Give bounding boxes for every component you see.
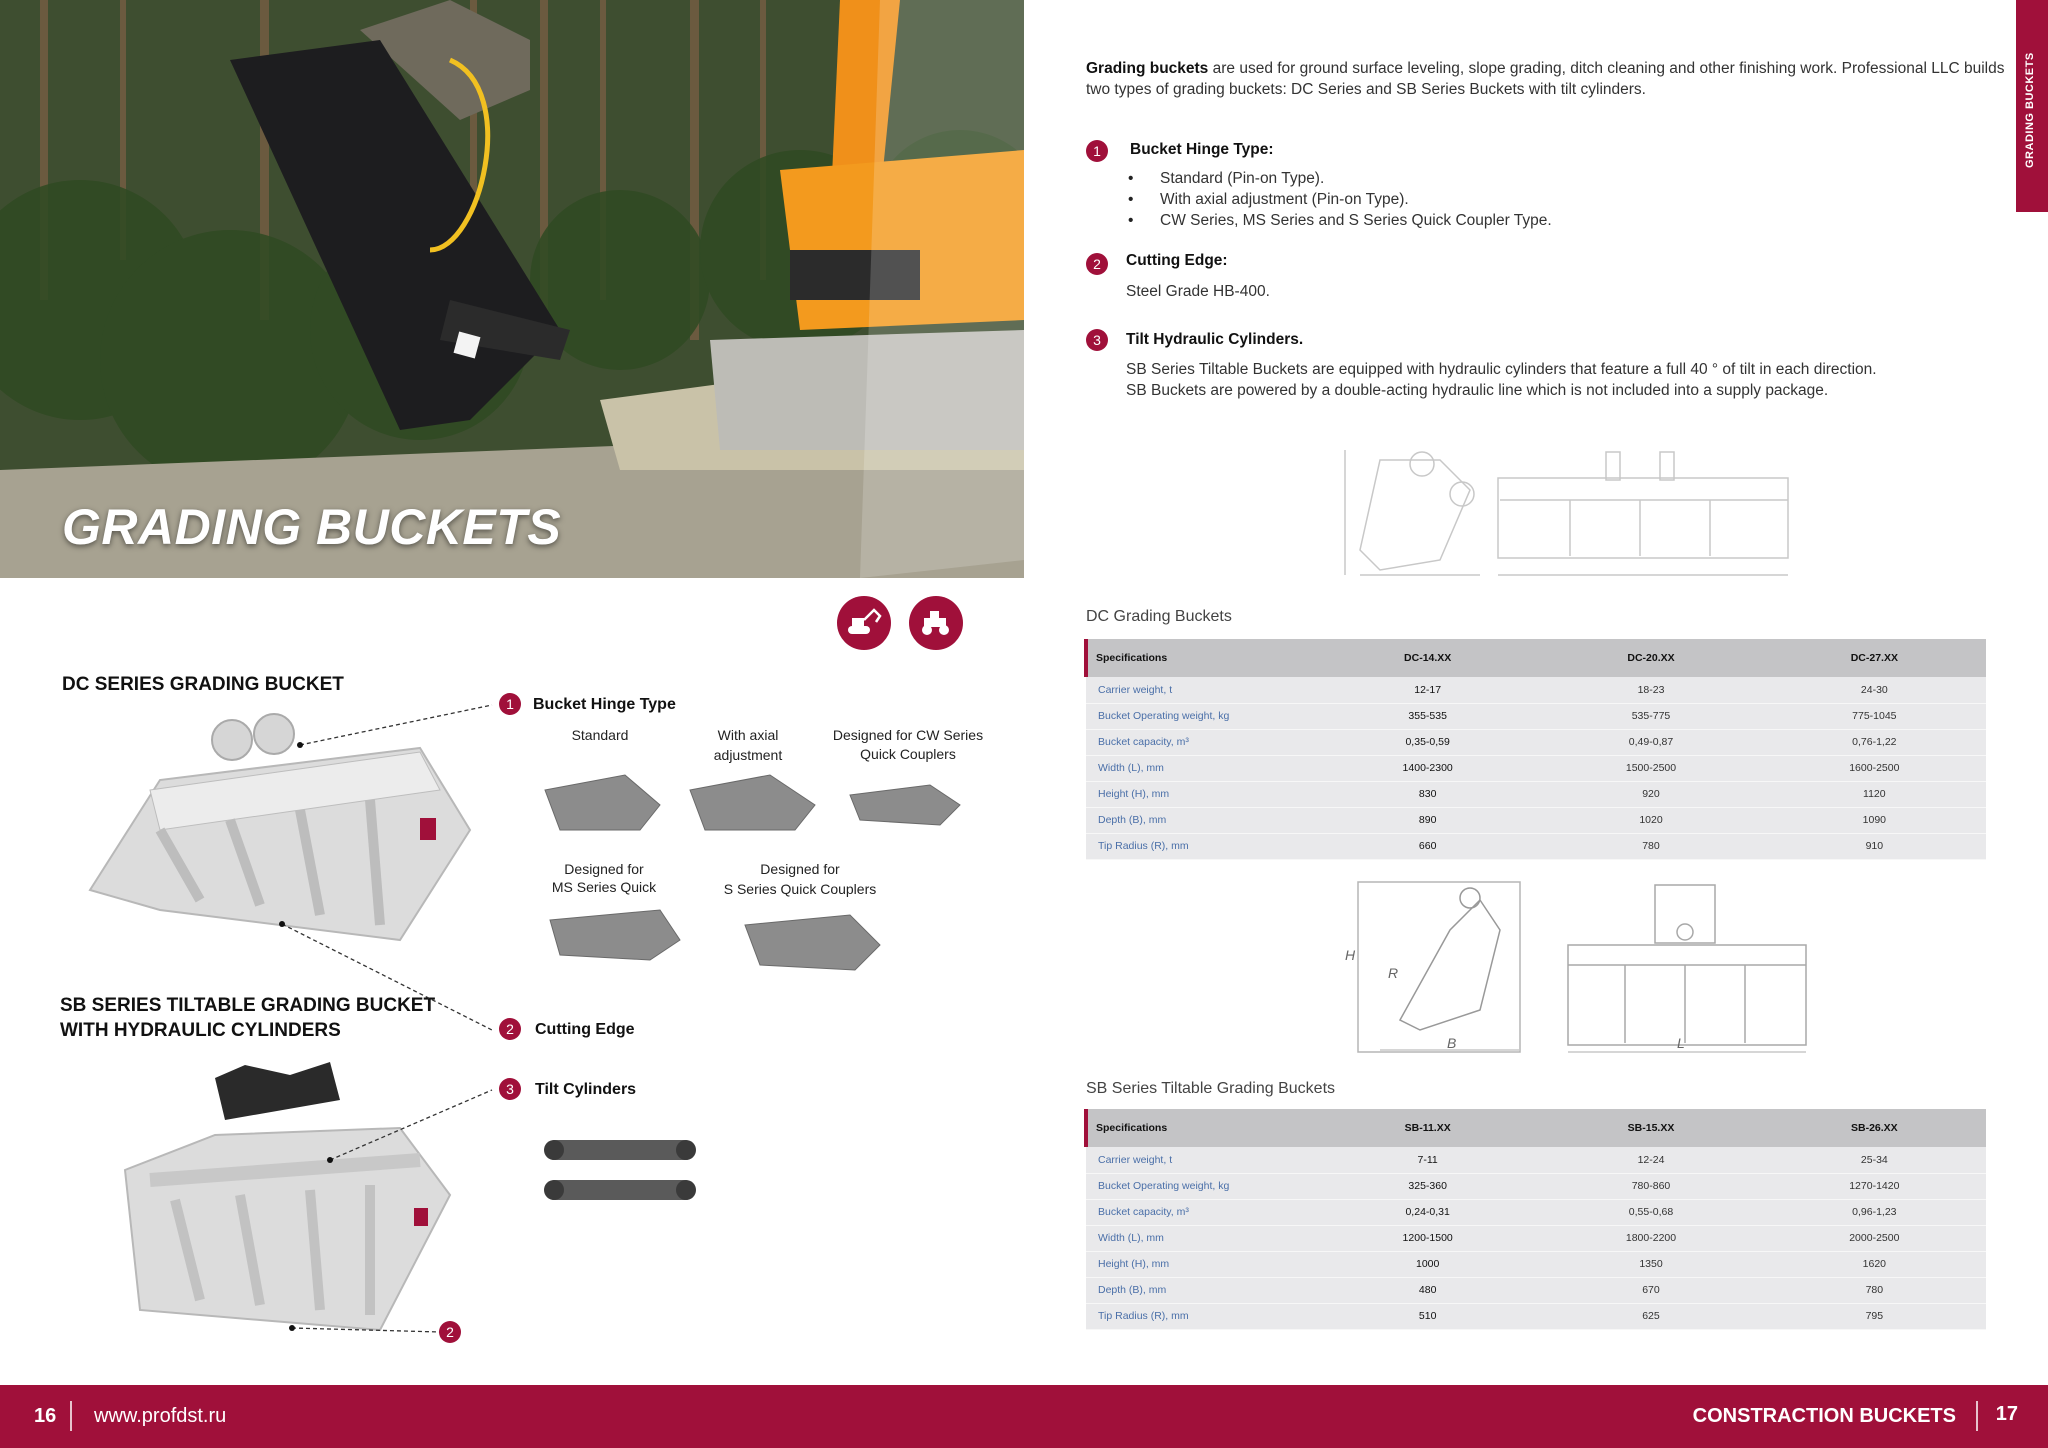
list-item: • Standard (Pin-on Type). xyxy=(1128,168,1552,189)
sb-edge-badge: 2 xyxy=(439,1321,461,1343)
sb-series-title-line2: WITH HYDRAULIC CYLINDERS xyxy=(60,1020,341,1041)
table-cell: 7-11 xyxy=(1316,1147,1539,1173)
sb-spec-table xyxy=(1084,1109,1986,1330)
table-cell: 355-535 xyxy=(1316,703,1539,729)
drawing-label-l: L xyxy=(1677,1035,1685,1051)
table-cell: 920 xyxy=(1539,781,1762,807)
table-cell: Bucket capacity, m³ xyxy=(1086,729,1316,755)
table-row xyxy=(1086,755,1986,781)
dc-spec-table xyxy=(1084,639,1986,860)
table-cell: Tip Radius (R), mm xyxy=(1086,1303,1316,1329)
dc-series-title: DC SERIES GRADING BUCKET xyxy=(62,674,344,695)
hinge-cw-label-1: Designed for CW Series xyxy=(832,727,984,743)
dc-table-caption: DC Grading Buckets xyxy=(1086,608,1232,625)
intro-bold: Grading buckets xyxy=(1086,60,1209,77)
table-cell: 0,55-0,68 xyxy=(1539,1199,1762,1225)
table-cell: 0,76-1,22 xyxy=(1763,729,1986,755)
table-cell: 1500-2500 xyxy=(1539,755,1762,781)
table-cell: 890 xyxy=(1316,807,1539,833)
hinge-s-label-2: S Series Quick Couplers xyxy=(723,881,877,897)
table-header: Specifications xyxy=(1086,1109,1316,1147)
table-row xyxy=(1086,1199,1986,1225)
table-cell: 1090 xyxy=(1763,807,1986,833)
table-cell: 1270-1420 xyxy=(1763,1173,1986,1199)
website-link[interactable]: www.profdst.ru xyxy=(94,1405,227,1427)
table-cell: 1120 xyxy=(1763,781,1986,807)
table-cell: 2000-2500 xyxy=(1763,1225,1986,1251)
table-cell: 1200-1500 xyxy=(1316,1225,1539,1251)
callout-badge-2: 2 xyxy=(499,1018,521,1040)
table-cell: Width (L), mm xyxy=(1086,755,1316,781)
table-cell: 1620 xyxy=(1763,1251,1986,1277)
table-cell: 670 xyxy=(1539,1277,1762,1303)
section-badge-1: 1 xyxy=(1086,140,1108,162)
table-cell: Bucket Operating weight, kg xyxy=(1086,1173,1316,1199)
table-cell: 0,96-1,23 xyxy=(1763,1199,1986,1225)
table-cell: 1600-2500 xyxy=(1763,755,1986,781)
callout-tilt-cylinders: Tilt Cylinders xyxy=(535,1081,637,1098)
sb-bucket-illustration xyxy=(125,1062,450,1330)
table-cell: 660 xyxy=(1316,833,1539,859)
tilt-cylinders-image xyxy=(544,1140,696,1200)
table-row xyxy=(1086,729,1986,755)
table-cell: 325-360 xyxy=(1316,1173,1539,1199)
side-section-tab xyxy=(2016,0,2048,212)
table-row xyxy=(1086,833,1986,859)
table-row xyxy=(1086,1225,1986,1251)
table-row xyxy=(1086,703,1986,729)
intro-text: are used for ground surface leveling, slope grading, ditch cleaning and other finishing work. Professional LLC builds two types of grading buckets: DC Series and SB Series Buckets with tilt cylinders. xyxy=(1086,60,2005,98)
table-cell: 535-775 xyxy=(1539,703,1762,729)
table-header: DC-27.XX xyxy=(1763,639,1986,677)
table-cell: 0,35-0,59 xyxy=(1316,729,1539,755)
table-cell: 0,24-0,31 xyxy=(1316,1199,1539,1225)
table-header: DC-20.XX xyxy=(1539,639,1762,677)
footer-section-title: CONSTRACTION BUCKETS xyxy=(1692,1405,1956,1427)
hinge-ms-label-1: Designed for xyxy=(564,861,644,877)
sb-series-title-line1: SB SERIES TILTABLE GRADING BUCKET xyxy=(60,995,436,1016)
drawing-label-b: B xyxy=(1447,1035,1457,1051)
table-row xyxy=(1086,781,1986,807)
table-cell: 18-23 xyxy=(1539,677,1762,703)
table-cell: 24-30 xyxy=(1763,677,1986,703)
section-badge-2: 2 xyxy=(1086,253,1108,275)
table-header: DC-14.XX xyxy=(1316,639,1539,677)
hinge-axial-label-1: With axial xyxy=(717,727,779,743)
drawing-label-r: R xyxy=(1388,965,1399,981)
table-row xyxy=(1086,1147,1986,1173)
table-cell: Bucket capacity, m³ xyxy=(1086,1199,1316,1225)
table-cell: 795 xyxy=(1763,1303,1986,1329)
hinge-standard-label: Standard xyxy=(571,727,629,743)
table-row xyxy=(1086,1173,1986,1199)
table-cell: 780 xyxy=(1763,1277,1986,1303)
sb-table-caption: SB Series Tiltable Grading Buckets xyxy=(1086,1080,1336,1097)
table-cell: 1000 xyxy=(1316,1251,1539,1277)
drawing-label-h: H xyxy=(1345,947,1356,963)
table-cell: 12-24 xyxy=(1539,1147,1762,1173)
table-row xyxy=(1086,1303,1986,1329)
table-cell: 1350 xyxy=(1539,1251,1762,1277)
page-number-left: 16 xyxy=(34,1405,57,1427)
hinge-cw-label-2: Quick Couplers xyxy=(860,746,956,762)
hinge-ms-label-2: MS Series Quick xyxy=(551,879,657,895)
section-hinge-title: Bucket Hinge Type: xyxy=(1130,141,1274,158)
table-row xyxy=(1086,1251,1986,1277)
table-cell: Width (L), mm xyxy=(1086,1225,1316,1251)
callout-cutting-edge: Cutting Edge xyxy=(535,1021,635,1038)
table-row xyxy=(1086,1277,1986,1303)
table-header: SB-15.XX xyxy=(1539,1109,1762,1147)
page-footer xyxy=(0,1385,2048,1448)
table-cell: 910 xyxy=(1763,833,1986,859)
section-cylinders-text-1: SB Series Tiltable Buckets are equipped with hydraulic cylinders that feature a full 40 ° of tilt in each direction. xyxy=(1126,361,1877,378)
table-cell: Tip Radius (R), mm xyxy=(1086,833,1316,859)
table-cell: 775-1045 xyxy=(1763,703,1986,729)
table-cell: 12-17 xyxy=(1316,677,1539,703)
table-header: SB-26.XX xyxy=(1763,1109,1986,1147)
table-cell: 1020 xyxy=(1539,807,1762,833)
table-cell: 0,49-0,87 xyxy=(1539,729,1762,755)
table-cell: Depth (B), mm xyxy=(1086,807,1316,833)
list-item: • With axial adjustment (Pin-on Type). xyxy=(1128,189,1552,210)
table-header-row xyxy=(1086,1109,1986,1147)
page-number-right: 17 xyxy=(1995,1403,2018,1425)
table-cell: Depth (B), mm xyxy=(1086,1277,1316,1303)
table-cell: 1400-2300 xyxy=(1316,755,1539,781)
table-cell: 780-860 xyxy=(1539,1173,1762,1199)
table-cell: Bucket Operating weight, kg xyxy=(1086,703,1316,729)
table-cell: 510 xyxy=(1316,1303,1539,1329)
table-cell: 1800-2200 xyxy=(1539,1225,1762,1251)
table-cell: Height (H), mm xyxy=(1086,1251,1316,1277)
side-tab-label: GRADING BUCKETS xyxy=(2024,52,2036,168)
callout-badge-3: 3 xyxy=(499,1078,521,1100)
hinge-axial-label-2: adjustment xyxy=(713,747,783,763)
table-cell: 625 xyxy=(1539,1303,1762,1329)
table-header-row xyxy=(1086,639,1986,677)
footer-divider xyxy=(70,1401,72,1431)
callout-badge-1: 1 xyxy=(499,693,521,715)
table-row xyxy=(1086,807,1986,833)
section-edge-text: Steel Grade HB-400. xyxy=(1126,283,1270,300)
table-cell: 480 xyxy=(1316,1277,1539,1303)
footer-divider xyxy=(1976,1401,1978,1431)
table-cell: 830 xyxy=(1316,781,1539,807)
hinge-s-label-1: Designed for xyxy=(760,861,840,877)
table-header: SB-11.XX xyxy=(1316,1109,1539,1147)
table-cell: Height (H), mm xyxy=(1086,781,1316,807)
section-badge-3: 3 xyxy=(1086,329,1108,351)
callout-hinge-type: Bucket Hinge Type xyxy=(533,696,676,713)
list-item: • CW Series, MS Series and S Series Quick Coupler Type. xyxy=(1128,210,1552,231)
section-cylinders-title: Tilt Hydraulic Cylinders. xyxy=(1126,331,1304,348)
table-cell: Carrier weight, t xyxy=(1086,1147,1316,1173)
table-row xyxy=(1086,677,1986,703)
table-cell: 25-34 xyxy=(1763,1147,1986,1173)
table-cell: 780 xyxy=(1539,833,1762,859)
table-header: Specifications xyxy=(1086,639,1316,677)
hero-title: GRADING BUCKETS xyxy=(62,499,562,555)
table-cell: Carrier weight, t xyxy=(1086,677,1316,703)
section-edge-title: Cutting Edge: xyxy=(1126,252,1228,269)
section-cylinders-text-2: SB Buckets are powered by a double-acting hydraulic line which is not included into a supply package. xyxy=(1126,382,1829,399)
